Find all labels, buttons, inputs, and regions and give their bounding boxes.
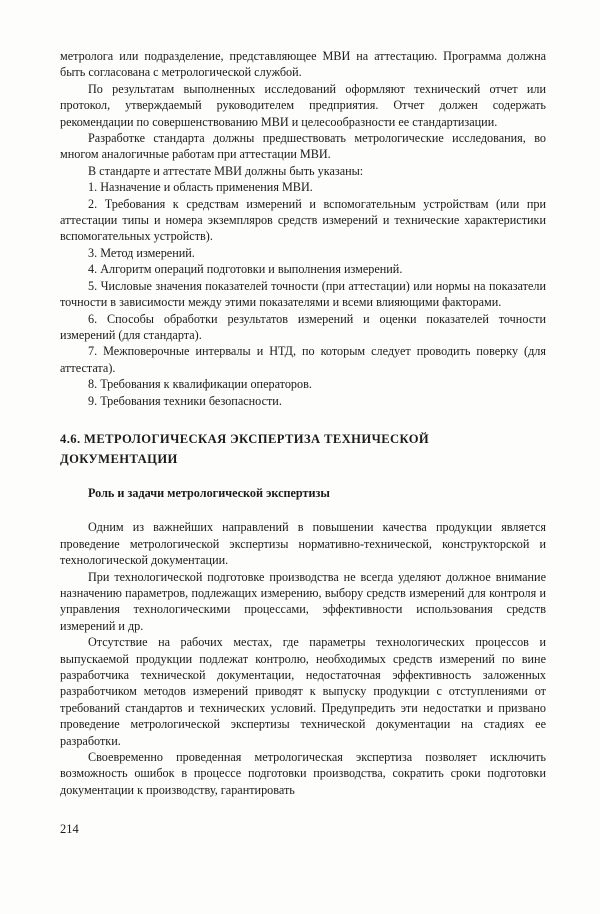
- paragraph: 6. Способы обработки результатов измерений и оценки показателей точности измерений (для стандарта).: [60, 311, 546, 342]
- paragraph: Отсутствие на рабочих местах, где параметры технологических процессов и выпускаемой продукции подлежат контролю, необходимых средств измерений по вине разработчика технической документации, недостаточная эффективность заложенных разработчиком методов измерений приводят к выпуску продукции с отступлениями от требований стандартов и технических условий. Предупредить эти недостатки и призвано проведение метрологической экспертизы технической документации на стадиях ее разработки.: [60, 635, 546, 748]
- paragraph: 2. Требования к средствам измерений и вспомогательным устройствам (или при аттестации типы и номера экземпляров средств измерений и технические характеристики вспомогательных устройств).: [60, 196, 546, 244]
- paragraph: При технологической подготовке производства не всегда уделяют должное внимание назначению параметров, подлежащих измерению, выбору средств измерений для контроля и управления технологическими процессами, эффективности использования средств измерений и др.: [60, 569, 546, 633]
- subsection-heading: Роль и задачи метрологической экспертизы: [88, 485, 330, 500]
- page-number: 214: [60, 822, 79, 836]
- paragraph: 3. Метод измерений.: [88, 245, 195, 260]
- paragraph: 1. Назначение и область применения МВИ.: [88, 180, 313, 195]
- paragraph: Разработке стандарта должны предшествовать метрологические исследования, во многом аналогичные работам при аттестации МВИ.: [60, 131, 546, 162]
- paragraph: По результатам выполненных исследований оформляют технический отчет или протокол, утверждаемый руководителем предприятия. Отчет должен содержать рекомендации по совершенствованию МВИ и целесообразности ее стандартизации.: [60, 81, 546, 129]
- paragraph: 8. Требования к квалификации операторов.: [88, 377, 312, 392]
- paragraph: метролога или подразделение, представляющее МВИ на аттестацию. Программа должна быть согласована с метрологической службой.: [60, 49, 546, 80]
- paragraph: Своевременно проведенная метрологическая экспертиза позволяет исключить возможность ошибок в процессе подготовки производства, сократить сроки подготовки документации к производству, гарантировать: [60, 750, 546, 797]
- paragraph: 4. Алгоритм операций подготовки и выполнения измерений.: [88, 262, 403, 277]
- paragraph: Одним из важнейших направлений в повышении качества продукции является проведение метрологической экспертизы нормативно-технической, конструкторской и технологической документации.: [60, 520, 546, 568]
- paragraph: 5. Числовые значения показателей точности (при аттестации) или нормы на показатели точности в зависимости между этими показателями и всеми влияющими факторами.: [60, 278, 546, 310]
- section-heading: 4.6. МЕТРОЛОГИЧЕСКАЯ ЭКСПЕРТИЗА ТЕХНИЧЕСКОЙ ДОКУМЕНТАЦИИ: [60, 431, 430, 466]
- paragraph: В стандарте и аттестате МВИ должны быть указаны:: [88, 163, 364, 178]
- paragraph: 9. Требования техники безопасности.: [88, 393, 282, 408]
- paragraph: 7. Межповерочные интервалы и НТД, по которым следует проводить поверку (для аттестата).: [60, 344, 546, 375]
- page-text: [60, 48, 546, 798]
